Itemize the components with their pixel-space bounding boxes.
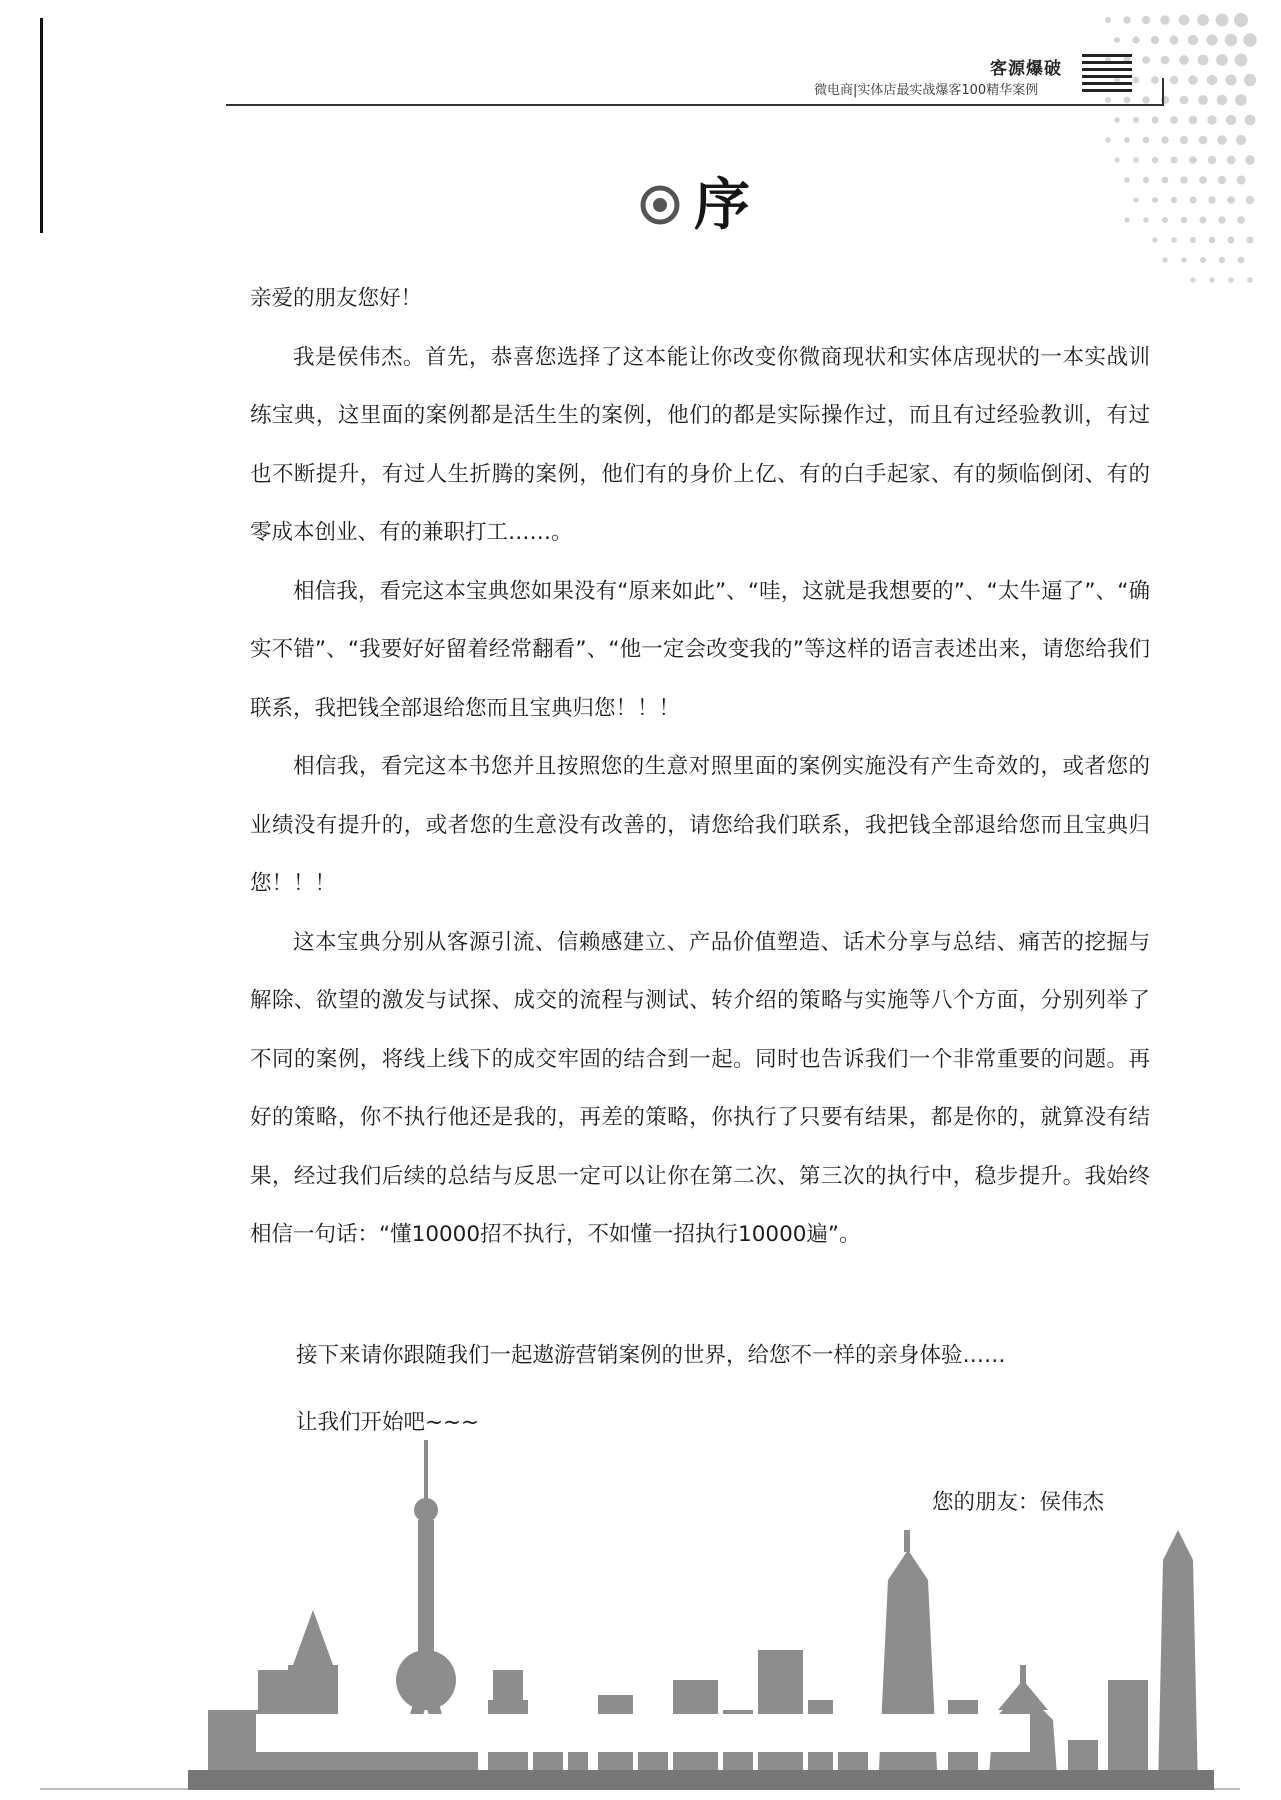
decor-dot [1238, 257, 1245, 264]
header-rule [226, 104, 1164, 106]
decor-dot [1209, 237, 1215, 243]
decor-dot [1133, 77, 1140, 84]
decor-dot [1189, 156, 1197, 164]
decor-dot [1219, 257, 1225, 263]
decor-dot [1133, 117, 1139, 123]
decor-dot [1162, 177, 1169, 184]
decor-dot [1123, 16, 1130, 23]
decor-dot [1181, 257, 1187, 263]
decor-dot [1151, 76, 1159, 84]
decor-dot [1207, 115, 1216, 124]
decor-dot [1200, 257, 1206, 263]
redaction-bar [256, 1714, 1030, 1752]
decor-dot [1179, 55, 1189, 65]
decor-dot [1105, 17, 1111, 23]
decor-dot [1207, 75, 1217, 85]
decor-dot [1151, 36, 1159, 44]
decor-dot [1235, 54, 1248, 67]
decor-dot [1188, 75, 1197, 84]
paragraph-3: 相信我，看完这本书您并且按照您的生意对照里面的案例实施没有产生奇效的，或者您的业绩没有提升的，或者您的生意没有改善的，请您给我们联系，我把钱全部退给您而且宝典归您！！！ [250, 754, 1150, 896]
decor-dot [1181, 217, 1188, 224]
decor-dot [1170, 116, 1178, 124]
title-block [640, 170, 750, 240]
decor-dot [1228, 277, 1234, 283]
decor-dot [1162, 257, 1167, 262]
decor-dot [1143, 217, 1149, 223]
decor-dot [1124, 137, 1130, 143]
decor-dot [1243, 33, 1256, 46]
decor-dot [1188, 35, 1198, 45]
header-rule-tick [1162, 78, 1164, 106]
closing-line-2: 让我们开始吧~~~ [296, 1410, 480, 1435]
decor-dot [1114, 37, 1120, 43]
decor-dot [1190, 237, 1196, 243]
decor-dot [1190, 277, 1195, 282]
decor-dot [1216, 14, 1229, 27]
greeting: 亲爱的朋友您好！ [250, 286, 423, 311]
decor-dot [1208, 156, 1216, 164]
decor-dot [1225, 34, 1237, 46]
decor-dot [1170, 76, 1179, 85]
decor-dot [1152, 157, 1159, 164]
decor-dot [1124, 177, 1130, 183]
decor-dot [1114, 117, 1120, 123]
decor-dot [1152, 197, 1158, 203]
decor-dot [1180, 176, 1187, 183]
decor-dot [1228, 237, 1235, 244]
decor-dot [1133, 197, 1138, 202]
decor-dot [1142, 16, 1150, 24]
decor-dot [1218, 216, 1225, 223]
decor-dot [1198, 55, 1209, 66]
decor-dot [1246, 236, 1253, 243]
running-subtitle: 微电商|实体店最实战爆客100精华案例 [814, 83, 1039, 98]
decor-dot [1236, 135, 1246, 145]
decor-dot [1198, 95, 1208, 105]
page-title: 序 [694, 172, 750, 238]
decor-dot [1197, 14, 1209, 26]
decor-dot [1171, 237, 1177, 243]
closing-line-1: 接下来请你跟随我们一起遨游营销案例的世界，给您不一样的亲身体验…… [296, 1343, 1006, 1368]
decor-dot [1143, 137, 1150, 144]
decor-dot [1237, 176, 1246, 185]
decor-dot [1199, 136, 1208, 145]
decor-dot [1161, 56, 1170, 65]
decor-dot [1152, 237, 1157, 242]
decor-dot [1245, 155, 1255, 165]
decor-dot [1246, 196, 1254, 204]
decor-dot [1245, 115, 1256, 126]
decor-dot [1217, 135, 1227, 145]
paragraph-4: 这本宝典分别从客源引流、信赖感建立、产品价值塑造、话术分享与总结、痛苦的挖掘与解除、欲望的激发与试探、成交的流程与测试、转介绍的策略与实施等八个方面，分别列举了不同的案例，将线上线下的成交牢固的结合到一起。同时也告诉我们一个非常重要的问题。再好的策略，你不执行他还是我的，再差的策略，你执行了只要有结果，都是你的，就算没有结果，经过我们后续的总结与反思一定可以让你在第二次、第三次的执行中，稳步提升。我始终相信一句话：“懂10000招不执行，不如懂一招执行10000遍”。 [250, 929, 1150, 1247]
decor-dot [1234, 13, 1248, 27]
decor-dot [1227, 196, 1235, 204]
decor-dot [1142, 96, 1149, 103]
decor-dot [1170, 156, 1177, 163]
decor-dot [1143, 177, 1149, 183]
decor-dot [1142, 56, 1150, 64]
signature: 您的朋友：侯伟杰 [932, 1490, 1105, 1515]
decor-dot [1226, 115, 1236, 125]
decor-dot [1161, 136, 1168, 143]
decor-dot [1244, 74, 1256, 86]
decor-dot [1247, 277, 1253, 283]
decor-dot [1179, 15, 1190, 26]
decor-dot [1169, 35, 1178, 44]
decor-dot [1160, 15, 1170, 25]
decor-dot [1217, 95, 1228, 106]
decor-dot [1209, 277, 1214, 282]
target-circle-icon [640, 185, 680, 225]
decor-dot [1180, 136, 1188, 144]
running-title: 客源爆破 [990, 59, 1062, 79]
scan-edge-left [40, 18, 43, 233]
decor-dot [1162, 217, 1168, 223]
decor-dot [1227, 156, 1236, 165]
decor-dot [1208, 196, 1215, 203]
preface-body [250, 270, 1150, 1265]
decor-dot [1114, 157, 1119, 162]
decor-dot [1199, 176, 1207, 184]
decor-dot [1200, 217, 1207, 224]
decor-dot [1216, 54, 1228, 66]
decor-dot [1237, 216, 1245, 224]
decor-dot [1190, 197, 1197, 204]
decor-dot [1124, 217, 1129, 222]
decor-dot [1152, 117, 1159, 124]
decor-dot [1218, 176, 1226, 184]
paragraph-1: 我是侯伟杰。首先，恭喜您选择了这本能让你改变你微商现状和实体店现状的一本实战训练宝典，这里面的案例都是活生生的案例，他们的都是实际操作过，而且有过经验教训，有过也不断提升，有过人生折腾的案例，他们有的身价上亿、有的白手起家、有的频临倒闭、有的零成本创业、有的兼职打工……。 [250, 344, 1150, 545]
decor-dot [1133, 157, 1139, 163]
decor-dot [1235, 94, 1247, 106]
decor-dot [1105, 137, 1110, 142]
decor-dot [1132, 36, 1139, 43]
stacked-lines-icon [1082, 52, 1132, 100]
decor-dot [1225, 74, 1236, 85]
decor-dot [1189, 116, 1198, 125]
decor-dot [1180, 96, 1189, 105]
decor-dot [1171, 197, 1177, 203]
paragraph-2: 相信我，看完这本宝典您如果没有“原来如此”、“哇，这就是我想要的”、“太牛逼了”、“确实不错”、“我要好好留着经常翻看”、“他一定会改变我的”等这样的语言表述出来，请您给我们联系，我把钱全部退给您而且宝典归您！！！ [250, 578, 1150, 721]
decor-dot [1206, 34, 1217, 45]
